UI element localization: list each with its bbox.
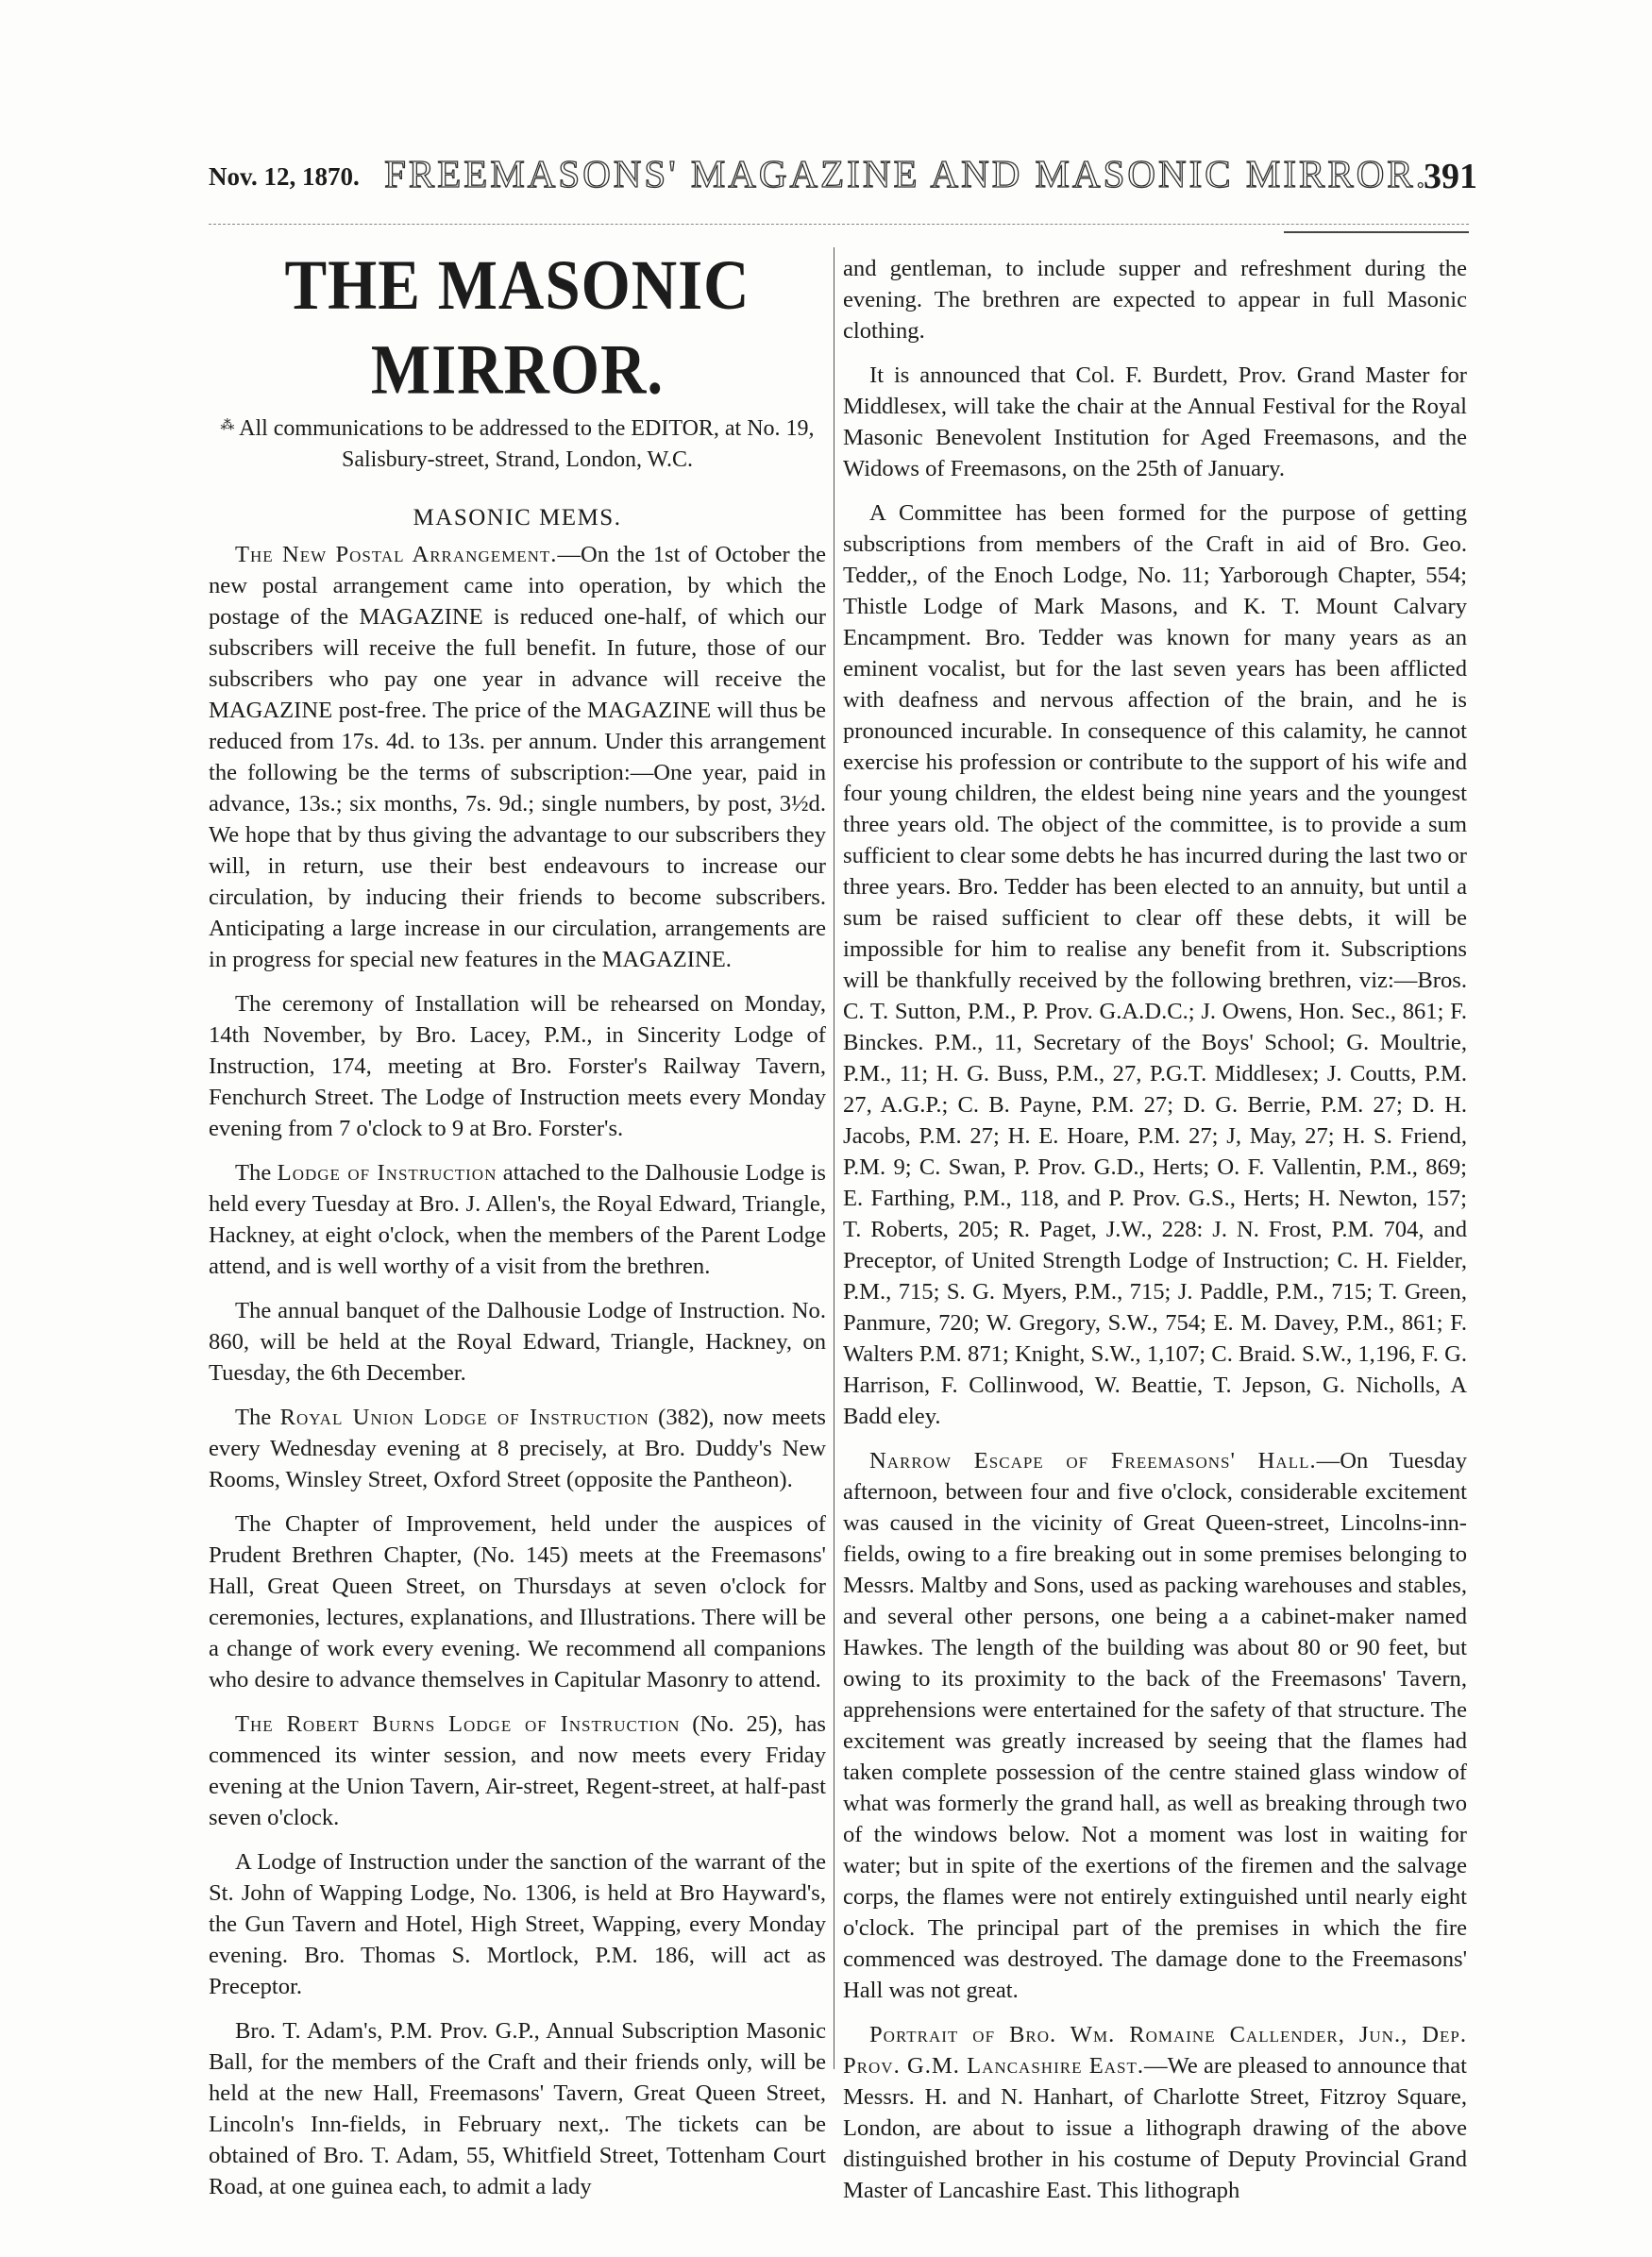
running-title: FREEMASONS' MAGAZINE AND MASONIC MIRROR. <box>384 152 1428 195</box>
paragraph-heading: Narrow Escape of Freemasons' Hall. <box>869 1448 1317 1474</box>
paragraph-ball: Bro. T. Adam's, P.M. Prov. G.P., Annual Subscription Masonic Ball, for the members of the Craft and their friends only, will be held at the new Hall, Freemasons' Tavern, Great Queen Street, Lincoln's Inn-fields, in February next,. The tickets can be obtained of Bro. T. Adam, 55, Whitfield Street, Tottenham Court Road, at one guinea each, to admit a lady <box>209 2018 826 2199</box>
paragraph-banquet: The annual banquet of the Dalhousie Lodge of Instruction. No. 860, will be held at the Royal Edward, Triangle, Hackney, on Tuesday, the 6th December. <box>209 1298 826 1386</box>
paragraph-heading: Royal Union Lodge of Instruction <box>279 1405 649 1430</box>
paragraph-dalhousie: The Lodge of Instruction attached to the Dalhousie Lodge is held every Tuesday at Bro. J. Allen's, the Royal Edward, Triangle, Hackney, at eight o'clock, when the members of the Parent Lodge attend, and is well worthy of a visit from the brethren. <box>209 1160 826 1279</box>
paragraph-chapter-improvement: The Chapter of Improvement, held under the auspices of Prudent Brethren Chapter, (No. 145) meets at the Freemasons' Hall, Great Queen Street, on Thursdays at seven o'clock for ceremonies, lectures, explanations, and Illustrations. There will be a change of work every evening. We recommend all companions who desire to advance themselves in Capitular Masonry to attend. <box>209 1511 826 1693</box>
header-rule <box>209 224 1469 225</box>
paragraph-fire: Narrow Escape of Freemasons' Hall.—On Tuesday afternoon, between four and five o'clock, considerable excitement was caused in the vicinity of Great Queen-street, Lincolns-inn-fields, owing to a fire breaking out in some premises belonging to Messrs. Maltby and Sons, used as packing warehouses and stables, and several other persons, one being a a cabinet-maker named Hawkes. The length of the building was about 80 or 90 feet, but owing to its proximity to the back of the Freemasons' Tavern, apprehensions were entertained for the safety of that structure. The excitement was greatly increased by seeing that the flames had taken complete possession of the centre stained glass window of what was formerly the grand hall, as well as breaking through two of the windows below. Not a moment was lost in waiting for water; but in spite of the exertions of the firemen and the salvage corps, the flames were not entirely extinguished until nearly eight o'clock. The principal part of the premises in which the fire commenced was destroyed. The damage done to the Freemasons' Hall was not great. <box>843 1448 1467 2003</box>
paragraph-royal-union: The Royal Union Lodge of Instruction (382), now meets every Wednesday evening at 8 precisely, at Bro. Duddy's New Rooms, Winsley Street, Oxford Street (opposite the Pantheon). <box>209 1405 826 1492</box>
paragraph-installation: The ceremony of Installation will be rehearsed on Monday, 14th November, by Bro. Lacey, P.M., in Sincerity Lodge of Instruction, 174, meeting at Bro. Forster's Railway Tavern, Fenchurch Street. The Lodge of Instruction meets every Monday evening from 7 o'clock to 9 at Bro. Forster's. <box>209 991 826 1141</box>
issue-date: Nov. 12, 1870. <box>209 162 360 191</box>
masthead: THE MASONIC MIRROR. <box>284 245 750 410</box>
paragraph-robert-burns: The Robert Burns Lodge of Instruction (No. 25), has commenced its winter session, and now meets every Friday evening at the Union Tavern, Air-street, Regent-street, at half-past seven o'clock. <box>209 1711 826 1830</box>
paragraph-heading: The Robert Burns Lodge of Instruction <box>235 1711 681 1737</box>
notice-text: All communications to be addressed to the EDITOR, at No. 19, Salisbury-street, Strand, London, W.C. <box>239 416 815 472</box>
paragraph-festival: It is announced that Col. F. Burdett, Prov. Grand Master for Middlesex, will take the chair at the Annual Festival for the Royal Masonic Benevolent Institution for Aged Freemasons, and the Widows of Freemasons, on the 25th of January. <box>843 362 1467 481</box>
paragraph-portrait: Portrait of Bro. Wm. Romaine Callender, Jun., Dep. Prov. G.M. Lancashire East.—We are pleased to announce that Messrs. H. and N. Hanhart, of Charlotte Street, Fitzroy Square, London, are about to issue a lithograph drawing of the above distinguished brother in his costume of Deputy Provincial Grand Master of Lancashire East. This lithograph <box>843 2022 1467 2203</box>
right-column <box>843 253 1467 2219</box>
left-column <box>209 245 826 2215</box>
paragraph-wapping: A Lodge of Instruction under the sanction of the warrant of the St. John of Wapping Lodge, No. 1306, is held at Bro Hayward's, the Gun Tavern and Hotel, High Street, Wapping, every Monday evening. Bro. Thomas S. Mortlock, P.M. 186, will act as Preceptor. <box>209 1849 826 1999</box>
page-number: 391 <box>1424 157 1477 196</box>
header-rule-right <box>1284 231 1469 233</box>
section-heading: MASONIC MEMS. <box>413 505 622 531</box>
editor-notice <box>220 411 815 476</box>
paragraph-heading: Lodge of Instruction <box>277 1160 497 1186</box>
paragraph-postal: The New Postal Arrangement.—On the 1st of October the new postal arrangement came into operation, by which the postage of the MAGAZINE is reduced one-half, of which our subscribers will receive the full benefit. In future, those of our subscribers who pay one year in advance will receive the MAGAZINE post-free. The price of the MAGAZINE will thus be reduced from 17s. 4d. to 13s. per annum. Under this arrangement the following be the terms of subscription:—One year, paid in advance, 13s.; six months, 7s. 9d.; single numbers, by post, 3½d. We hope that by thus giving the advantage to our subscribers they will, in return, use their best endeavours to increase our circulation, by inducing their friends to become subscribers. Anticipating a large increase in our circulation, arrangements are in progress for special new features in the MAGAZINE. <box>209 542 826 972</box>
paragraph-heading: Portrait of Bro. Wm. Romaine Callender, Jun., Dep. Prov. G.M. Lancashire East. <box>843 2022 1467 2079</box>
paragraph-committee: A Committee has been formed for the purpose of getting subscriptions from members of the Craft in aid of Bro. Geo. Tedder,, of the Enoch Lodge, No. 11; Yarborough Chapter, 554; Thistle Lodge of Mark Masons, and K. T. Mount Calvary Encampment. Bro. Tedder was known for many years as an eminent vocalist, but for the last seven years has been afflicted with deafness and nervous affection of the brain, and he is pronounced incurable. In consequence of this calamity, he cannot exercise his profession or contribute to the support of his wife and four young children, the eldest being nine years and the youngest three years old. The object of the committee, is to provide a sum sufficient to clear some debts he has incurred during the last two or three years. Bro. Tedder has been elected to an annuity, but until a sum be raised sufficient to clear off these debts, it will be impossible for him to realise any benefit from it. Subscriptions will be thankfully received by the following brethren, viz:—Bros. C. T. Sutton, P.M., P. Prov. G.A.D.C.; J. Owens, Hon. Sec., 861; F. Binckes. P.M., 11, Secretary of the Boys' School; G. Moultrie, P.M., 11; H. G. Buss, P.M., 27, P.G.T. Middlesex; J. Coutts, P.M. 27, A.G.P.; C. B. Payne, P.M. 27; D. G. Berrie, P.M. 27; D. H. Jacobs, P.M. 27; H. E. Hoare, P.M. 27; J, May, 27; H. S. Friend, P.M. 9; C. Swan, P. Prov. G.D., Herts; O. F. Vallentin, P.M., 869; E. Farthing, P.M., 118, and P. Prov. G.S., Herts; H. Newton, 157; T. Roberts, 205; R. Paget, J.W., 228: J. N. Frost, P.M. 704, and Preceptor, of United Strength Lodge of Instruction; C. H. Fielder, P.M., 715; S. G. Myers, P.M., 715; J. Paddle, P.M., 715; T. Green, Panmure, 720; W. Gregory, S.W., 754; E. M. Davey, P.M., 861; F. Walters P.M. 871; Knight, S.W., 1,107; C. Braid. S.W., 1,196, F. G. Harrison, F. Collinwood, W. Beattie, T. Jepson, G. Nicholls, A Badd eley. <box>843 500 1467 1429</box>
paragraph-continued: and gentleman, to include supper and refreshment during the evening. The brethren are expected to appear in full Masonic clothing. <box>843 256 1467 344</box>
paragraph-heading: The New Postal Arrangement. <box>235 542 558 567</box>
asterism: ⁂ <box>220 418 235 433</box>
